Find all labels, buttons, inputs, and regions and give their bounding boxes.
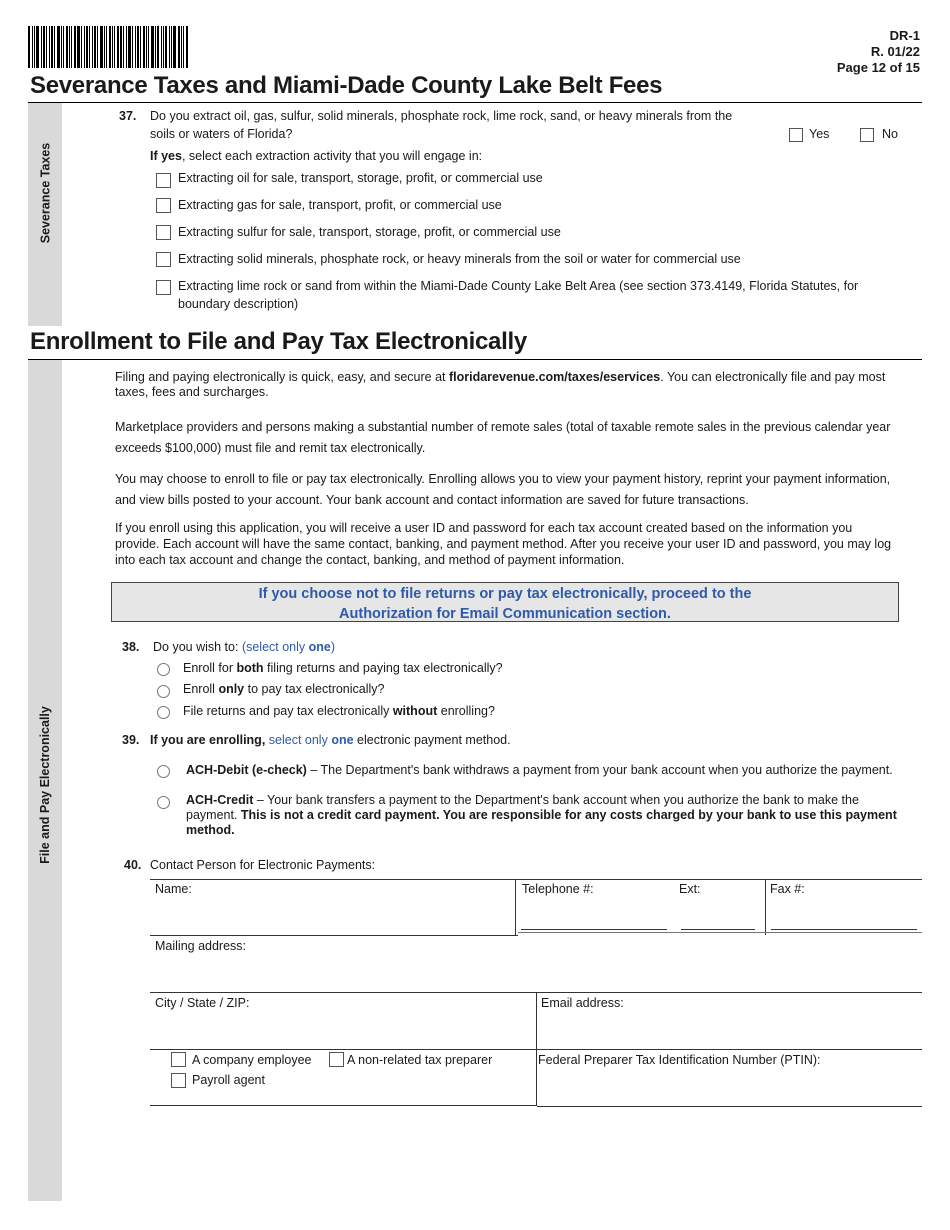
q37-option-oil-checkbox[interactable] (156, 173, 171, 188)
fax-input[interactable] (771, 929, 917, 930)
q37-option-minerals-label: Extracting solid minerals, phosphate rock, or heavy minerals from the soil or water for commercial use (178, 252, 741, 266)
page-number: Page 12 of 15 (836, 60, 920, 75)
non-related-preparer-checkbox[interactable] (329, 1052, 344, 1067)
q37-option-limerock-checkbox[interactable] (156, 280, 171, 295)
telephone-label: Telephone #: (522, 882, 594, 896)
payroll-agent-label: Payroll agent (192, 1073, 265, 1087)
severance-sidebar-label: Severance Taxes (38, 142, 53, 244)
q37-option-limerock-label: Extracting lime rock or sand from within the Miami-Dade County Lake Belt Area (see section 373.4149, Florida Statutes, for (178, 279, 859, 293)
q37-if-yes: If yes, select each extraction activity that you will engage in: (150, 149, 483, 163)
q37-option-oil-label: Extracting oil for sale, transport, storage, profit, or commercial use (178, 171, 543, 185)
email-label: Email address: (541, 996, 624, 1010)
q37-number: 37. (119, 109, 137, 123)
name-label: Name: (155, 882, 192, 896)
q38-option1-radio[interactable] (157, 663, 170, 676)
q37-option-sulfur-label: Extracting sulfur for sale, transport, storage, profit, or commercial use (178, 225, 561, 239)
q37-question-line2: soils or waters of Florida? (150, 127, 293, 141)
form-header (837, 28, 920, 76)
divider (518, 932, 922, 933)
non-related-preparer-label: A non-related tax preparer (347, 1053, 493, 1067)
enrollment-paragraph-1: Filing and paying electronically is quick, easy, and secure at floridarevenue.com/taxes/eservices. You can electronically file and pay most taxes, fees and surcharges. (115, 370, 886, 399)
payroll-agent-checkbox[interactable] (171, 1073, 186, 1088)
q38-option2-radio[interactable] (157, 685, 170, 698)
enrollment-paragraph-4: If you enroll using this application, you will receive a user ID and password for each tax account created based on the information you provide. Each account will have the same contact, banking, and payment method. After you receive your user ID and password, you may log into each tax account and change the contact, banking, and method of payment information. (115, 521, 892, 567)
ach-credit-radio[interactable] (157, 796, 170, 809)
enrollment-paragraph-3: You may choose to enroll to file or pay tax electronically. Enrolling allows you to view your payment history, reprint your payment information, and view bills posted to your account. Your bank account and contact information are saved for future transactions. (115, 472, 891, 507)
city-state-zip-input[interactable] (152, 1011, 532, 1047)
skip-notice-line2: Authorization for Email Communication section. (339, 606, 671, 622)
company-employee-label: A company employee (192, 1053, 312, 1067)
q38-number: 38. (122, 640, 140, 654)
q38-option3-label: File returns and pay tax electronically without enrolling? (183, 704, 495, 718)
severance-section-title: Severance Taxes and Miami-Dade County Lake Belt Fees (30, 72, 663, 99)
q38-option1-label: Enroll for both filing returns and paying tax electronically? (183, 661, 503, 675)
divider (150, 935, 518, 936)
severance-sidebar (28, 103, 62, 326)
divider (28, 359, 922, 360)
divider (150, 879, 922, 880)
city-state-zip-label: City / State / ZIP: (155, 996, 250, 1010)
divider (28, 102, 922, 103)
ach-credit-label: ACH-Credit – Your bank transfers a payment to the Department's bank account when you authorize the bank to make the payment. This is not a credit card payment. You are responsible for any costs charged by your bank to use this payment method. (186, 793, 897, 837)
name-input[interactable] (152, 896, 512, 932)
q40-label: Contact Person for Electronic Payments: (150, 858, 376, 872)
divider (765, 879, 766, 935)
q37-option-minerals-checkbox[interactable] (156, 252, 171, 267)
q38-prompt: Do you wish to: (select only one) (153, 640, 336, 654)
q38-option2-label: Enroll only to pay tax electronically? (183, 682, 385, 696)
enrollment-section-title: Enrollment to File and Pay Tax Electronically (30, 328, 527, 355)
q37-no-checkbox[interactable] (860, 128, 874, 142)
fax-label: Fax #: (770, 882, 805, 896)
ptin-label: Federal Preparer Tax Identification Number (PTIN): (538, 1053, 821, 1067)
divider (537, 1106, 922, 1107)
ach-debit-radio[interactable] (157, 765, 170, 778)
q39-prompt: If you are enrolling, select only one electronic payment method. (150, 733, 511, 747)
q37-no-label: No (882, 127, 898, 141)
eservices-link[interactable]: floridarevenue.com/taxes/eservices (448, 370, 661, 384)
enrollment-paragraph-2: Marketplace providers and persons making a substantial number of remote sales (total of taxable remote sales in the previous calendar year exceeds $100,000) must file and remit tax electronically. (115, 420, 891, 455)
q39-number: 39. (122, 733, 140, 747)
ext-input[interactable] (681, 929, 755, 930)
company-employee-checkbox[interactable] (171, 1052, 186, 1067)
q37-question-line1: Do you extract oil, gas, sulfur, solid minerals, phosphate rock, lime rock, sand, or heavy minerals from the (150, 109, 733, 123)
q37-option-limerock-label-cont: boundary description) (178, 297, 299, 311)
divider (150, 1049, 922, 1050)
enrollment-sidebar-label: File and Pay Electronically (38, 706, 53, 864)
ptin-input[interactable] (540, 1068, 920, 1104)
mailing-address-label: Mailing address: (155, 939, 247, 953)
form-revision: R. 01/22 (870, 44, 920, 59)
q37-option-gas-label: Extracting gas for sale, transport, profit, or commercial use (178, 198, 502, 212)
ext-label: Ext: (679, 882, 701, 896)
q37-option-gas-checkbox[interactable] (156, 198, 171, 213)
divider (515, 879, 516, 935)
q37-option-sulfur-checkbox[interactable] (156, 225, 171, 240)
ach-debit-label: ACH-Debit (e-check) – The Department's bank withdraws a payment from your bank account when you authorize the payment. (186, 763, 893, 777)
divider (150, 1105, 537, 1106)
enrollment-sidebar (28, 360, 62, 1201)
q37-yes-checkbox[interactable] (789, 128, 803, 142)
q38-option3-radio[interactable] (157, 706, 170, 719)
email-input[interactable] (540, 1011, 920, 1047)
mailing-address-input[interactable] (152, 954, 920, 990)
q40-number: 40. (124, 858, 142, 872)
form-id: DR-1 (889, 28, 920, 43)
q37-yes-label: Yes (809, 127, 830, 141)
skip-notice-box (111, 582, 899, 622)
barcode (28, 26, 250, 68)
skip-notice-line1: If you choose not to file returns or pay tax electronically, proceed to the (258, 586, 752, 602)
telephone-input[interactable] (521, 929, 667, 930)
